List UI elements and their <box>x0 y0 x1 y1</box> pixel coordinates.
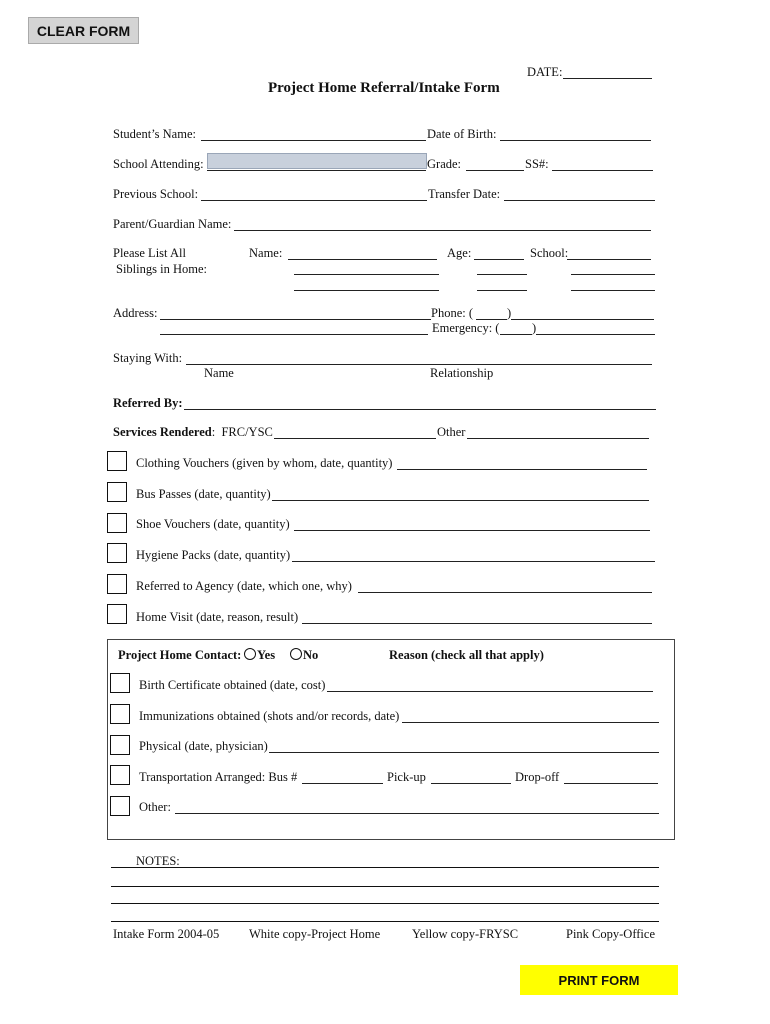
clear-form-button[interactable]: CLEAR FORM <box>28 17 139 44</box>
print-form-button[interactable]: PRINT FORM <box>520 965 678 995</box>
service-label-home-visit: Home Visit (date, reason, result) <box>136 610 299 624</box>
other-label: Other <box>437 425 466 439</box>
service-label-bus-passes: Bus Passes (date, quantity) <box>136 487 271 501</box>
emergency-field[interactable] <box>536 334 655 335</box>
service-field-bus-passes[interactable] <box>272 500 649 501</box>
frc-ysc-label: FRC/YSC <box>221 425 273 439</box>
service-checkbox-hygiene[interactable] <box>107 543 127 563</box>
reason-label-other: Other: <box>139 800 171 814</box>
sibling-age-field-3[interactable] <box>477 290 527 291</box>
emergency-label: Emergency: ( <box>432 321 500 335</box>
service-field-referred-agency[interactable] <box>358 592 652 593</box>
transfer-date-label: Transfer Date: <box>428 187 501 201</box>
sibling-name-field-2[interactable] <box>294 274 439 275</box>
footer-yellow-copy: Yellow copy-FRYSC <box>412 927 519 941</box>
reason-field-physical[interactable] <box>269 752 659 753</box>
frc-ysc-field[interactable] <box>274 438 436 439</box>
ss-field[interactable] <box>552 170 653 171</box>
phone-label: Phone: ( <box>431 306 474 320</box>
notes-label: NOTES: <box>136 854 180 868</box>
footer-white-copy: White copy-Project Home <box>249 927 381 941</box>
staying-name-caption: Name <box>204 366 234 380</box>
phone-area-field[interactable] <box>476 319 507 320</box>
reason-label-transportation: Transportation Arranged: Bus # <box>139 770 298 784</box>
service-field-home-visit[interactable] <box>302 623 652 624</box>
emergency-area-field[interactable] <box>500 334 532 335</box>
service-checkbox-shoe-vouchers[interactable] <box>107 513 127 533</box>
transfer-date-field[interactable] <box>504 200 655 201</box>
sibling-name-field-3[interactable] <box>294 290 439 291</box>
sibling-school-label: School: <box>530 246 569 260</box>
dob-field[interactable] <box>500 140 651 141</box>
dropoff-label: Drop-off <box>515 770 560 784</box>
reason-checkbox-transportation[interactable] <box>110 765 130 785</box>
school-attending-underline <box>207 170 426 171</box>
student-name-label: Student’s Name: <box>113 127 196 141</box>
phone-paren: ) <box>507 306 512 320</box>
no-radio[interactable] <box>290 648 302 660</box>
footer-form-id: Intake Form 2004-05 <box>113 927 220 941</box>
service-label-hygiene: Hygiene Packs (date, quantity) <box>136 548 291 562</box>
sibling-name-label: Name: <box>249 246 283 260</box>
notes-line-3[interactable] <box>111 903 659 904</box>
reason-label-immunizations: Immunizations obtained (shots and/or records, date) <box>139 709 400 723</box>
contact-label: Project Home Contact: <box>118 648 242 662</box>
phone-field[interactable] <box>511 319 654 320</box>
bus-number-field[interactable] <box>302 783 383 784</box>
reason-checkbox-birth-certificate[interactable] <box>110 673 130 693</box>
sibling-age-label: Age: <box>447 246 472 260</box>
reason-field-birth-certificate[interactable] <box>327 691 653 692</box>
reason-field-immunizations[interactable] <box>402 722 659 723</box>
service-checkbox-home-visit[interactable] <box>107 604 127 624</box>
service-checkbox-bus-passes[interactable] <box>107 482 127 502</box>
contact-no-option[interactable] <box>290 648 318 663</box>
notes-line-1[interactable] <box>111 867 659 868</box>
reason-checkbox-physical[interactable] <box>110 735 130 755</box>
sibling-age-field-1[interactable] <box>474 259 524 260</box>
address-field-2[interactable] <box>160 334 428 335</box>
previous-school-label: Previous School: <box>113 187 199 201</box>
contact-yes-option[interactable] <box>244 648 275 663</box>
reason-label-birth-certificate: Birth Certificate obtained (date, cost) <box>139 678 326 692</box>
pickup-field[interactable] <box>431 783 511 784</box>
ss-label: SS#: <box>525 157 549 171</box>
service-checkbox-referred-agency[interactable] <box>107 574 127 594</box>
sibling-school-field-2[interactable] <box>571 274 655 275</box>
sibling-school-field-1[interactable] <box>567 259 651 260</box>
previous-school-field[interactable] <box>201 200 427 201</box>
staying-with-label: Staying With: <box>113 351 183 365</box>
address-label: Address: <box>113 306 158 320</box>
notes-line-4[interactable] <box>111 921 659 922</box>
parent-field[interactable] <box>234 230 651 231</box>
date-label: DATE: <box>527 65 563 79</box>
yes-radio[interactable] <box>244 648 256 660</box>
siblings-label-1: Please List All <box>113 246 186 260</box>
footer-pink-copy: Pink Copy-Office <box>566 927 655 941</box>
form-title: Project Home Referral/Intake Form <box>268 80 500 96</box>
service-checkbox-clothing[interactable] <box>107 451 127 471</box>
grade-label: Grade: <box>427 157 462 171</box>
sibling-age-field-2[interactable] <box>477 274 527 275</box>
service-label-referred-agency: Referred to Agency (date, which one, why) <box>136 579 352 593</box>
student-name-field[interactable] <box>201 140 426 141</box>
school-attending-label: School Attending: <box>113 157 204 171</box>
yes-label: Yes <box>257 648 276 662</box>
date-field[interactable] <box>563 78 652 79</box>
parent-label: Parent/Guardian Name: <box>113 217 232 231</box>
reason-checkbox-immunizations[interactable] <box>110 704 130 724</box>
service-field-hygiene[interactable] <box>292 561 655 562</box>
address-field-1[interactable] <box>160 319 431 320</box>
notes-line-2[interactable] <box>111 886 659 887</box>
reason-checkbox-other[interactable] <box>110 796 130 816</box>
service-label-shoe-vouchers: Shoe Vouchers (date, quantity) <box>136 517 290 531</box>
dob-label: Date of Birth: <box>427 127 497 141</box>
staying-relationship-caption: Relationship <box>430 366 494 380</box>
reason-label: Reason (check all that apply) <box>389 648 544 662</box>
siblings-label-2: Siblings in Home: <box>116 262 207 276</box>
no-label: No <box>303 648 319 662</box>
service-label-clothing: Clothing Vouchers (given by whom, date, quantity) <box>136 456 393 470</box>
school-attending-input[interactable] <box>207 153 427 169</box>
sibling-name-field-1[interactable] <box>288 259 437 260</box>
staying-with-field[interactable] <box>186 364 652 365</box>
service-field-clothing[interactable] <box>397 469 647 470</box>
grade-field[interactable] <box>466 170 524 171</box>
services-rendered-row: Services Rendered: FRC/YSC <box>113 425 273 439</box>
service-field-shoe-vouchers[interactable] <box>294 530 650 531</box>
pickup-label: Pick-up <box>387 770 426 784</box>
other-field[interactable] <box>467 438 649 439</box>
services-rendered-label: Services Rendered <box>113 425 212 439</box>
emergency-paren: ) <box>532 321 537 335</box>
reason-field-other[interactable] <box>175 813 659 814</box>
reason-label-physical: Physical (date, physician) <box>139 739 268 753</box>
dropoff-field[interactable] <box>564 783 658 784</box>
referred-by-label: Referred By: <box>113 396 183 410</box>
sibling-school-field-3[interactable] <box>571 290 655 291</box>
referred-by-field[interactable] <box>184 409 656 410</box>
